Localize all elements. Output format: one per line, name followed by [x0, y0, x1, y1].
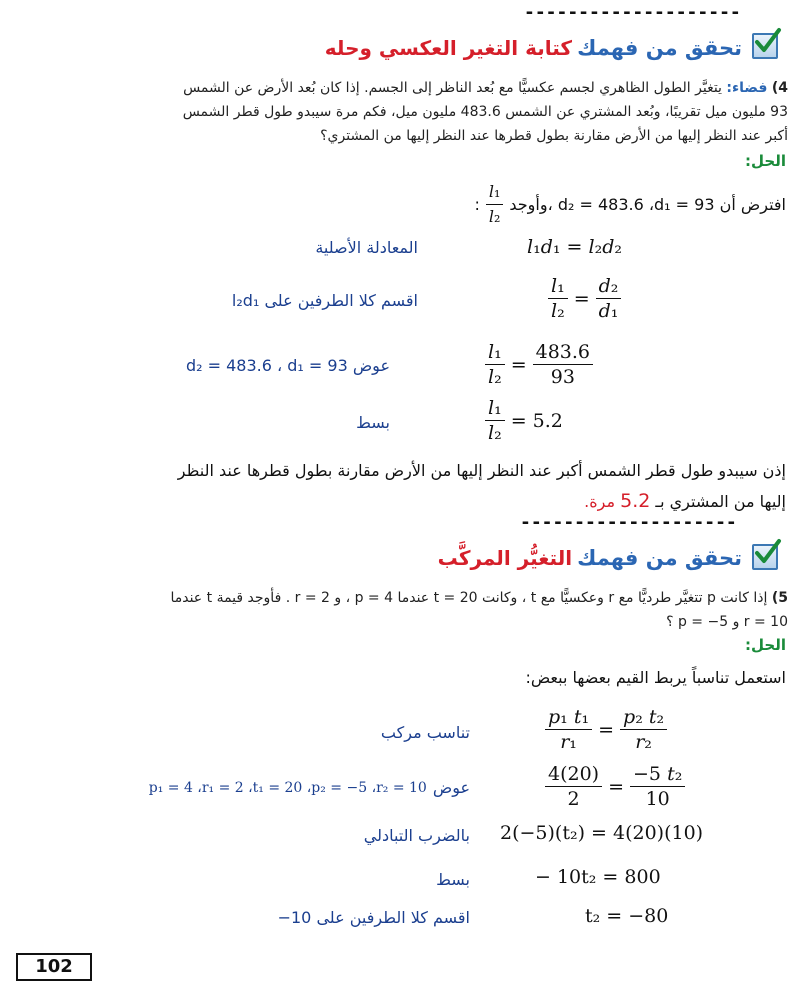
step4-note: بسط: [356, 413, 390, 432]
conclusion-value: 5.2: [620, 490, 651, 512]
step5-math: t₂ = −80: [585, 905, 669, 927]
step1-math: $\frac{\text{p₁ t₁}}{\text{r₁}}$ = $\frac{\text{p₂ t₂}}{\text{r₂}}$: [545, 705, 667, 754]
question-line-1: يتغيَّر الطول الظاهري لجسم عكسيًّا مع بُعد الناظر إلى الجسم. إذا كان بُعد الأرض عن الشمس: [183, 80, 722, 96]
step4-note: بسط: [436, 870, 470, 889]
step1-note: المعادلة الأصلية: [315, 238, 418, 257]
step1-note: تناسب مركب: [380, 723, 470, 742]
question-tag: فضاء:: [726, 80, 768, 96]
check-understanding-label: تحقق من فهمك: [577, 36, 742, 60]
step2-math: $\frac{4(20)}{2}$ = $\frac{\text{−5 t₂}}{10}$: [545, 762, 685, 811]
separator-middle: --------------------: [520, 512, 737, 533]
ratio-fraction: $\frac{\text{l₁}}{\text{l₂}}$: [486, 180, 504, 229]
question-number: 5): [771, 590, 788, 606]
section2-header: [242, 546, 742, 570]
question-line-2: r = 10 و p = −5 ؟: [666, 614, 788, 630]
assume-line: افترض أن d₂ = 483.6 ،d₁ = 93 ،وأوجد $\frac{\text{l₁}}{\text{l₂}}$ :: [474, 180, 786, 229]
solution-label-2: الحل:: [745, 636, 786, 654]
assume-text: افترض أن d₂ = 483.6 ،d₁ = 93 ،وأوجد: [509, 195, 786, 214]
question-5: [18, 586, 788, 634]
step2-note-row: [149, 778, 470, 797]
section2-title: التغيُّر المركَّب: [437, 546, 573, 570]
section1-title: كتابة التغير العكسي وحله: [324, 36, 573, 60]
conclusion-line-2b: مرة.: [584, 492, 616, 511]
solution-label-1: الحل:: [745, 152, 786, 170]
checkmark-icon: [752, 544, 778, 570]
step2-note: اقسم كلا الطرفين على l₂d₁: [231, 291, 418, 310]
section1-header: [242, 36, 742, 60]
substitution-values: p₁ = 4 ،r₁ = 2 ،t₁ = 20 ،p₂ = −5 ،r₂ = 10: [148, 779, 427, 796]
conclusion-line-2a: إليها من المشتري بـ: [655, 492, 786, 511]
conclusion-line-1: إذن سيبدو طول قطر الشمس أكبر عند النظر إليها من الأرض مقارنة بطول قطرها عند النظر: [177, 461, 786, 480]
question-number: 4): [771, 80, 788, 96]
step1-math: l₁d₁ = l₂d₂: [527, 236, 622, 258]
question-line-3: أكبر عند النظر إليها من الأرض مقارنة بطول قطرها عند النظر إليها من المشتري؟: [320, 128, 788, 144]
step4-math: $\frac{\text{l₁}}{\text{l₂}}$ = 5.2: [485, 396, 563, 445]
step4-math: − 10t₂ = 800: [535, 866, 661, 888]
intro-text: استعمل تناسباً يربط القيم بعضها ببعض:: [525, 668, 786, 687]
checkmark-icon: [752, 33, 778, 59]
conclusion: [16, 456, 786, 517]
step2-note: عوض: [432, 778, 470, 797]
question-4: [18, 76, 788, 148]
question-line-2: 93 مليون ميل تقريبًا، وبُعد المشتري عن الشمس 483.6 مليون ميل، فكم مرة سيبدو طول قطر الشمس: [182, 104, 788, 120]
step5-note: اقسم كلا الطرفين على 10−: [277, 908, 470, 927]
page-number: 102: [16, 953, 92, 981]
step3-note: عوض d₂ = 483.6 ، d₁ = 93: [185, 356, 390, 375]
step2-math: $\frac{\text{l₁}}{\text{l₂}}$ = $\frac{\text{d₂}}{\text{d₁}}$: [548, 274, 621, 323]
step3-math: $\frac{\text{l₁}}{\text{l₂}}$ = $\frac{483.6}{93}$: [485, 340, 593, 389]
check-understanding-label: تحقق من فهمك: [577, 546, 742, 570]
question-line-1: إذا كانت p تتغيَّر طرديًّا مع r وعكسيًّا مع t ، وكانت t = 20 عندما p = 4 ، و r = 2 . فأوجد قيمة t عندما: [170, 590, 768, 606]
step3-math: 2(−5)(t₂) = 4(20)(10): [500, 822, 704, 844]
separator-top: --------------------: [524, 2, 741, 23]
step3-note: بالضرب التبادلي: [363, 826, 470, 845]
